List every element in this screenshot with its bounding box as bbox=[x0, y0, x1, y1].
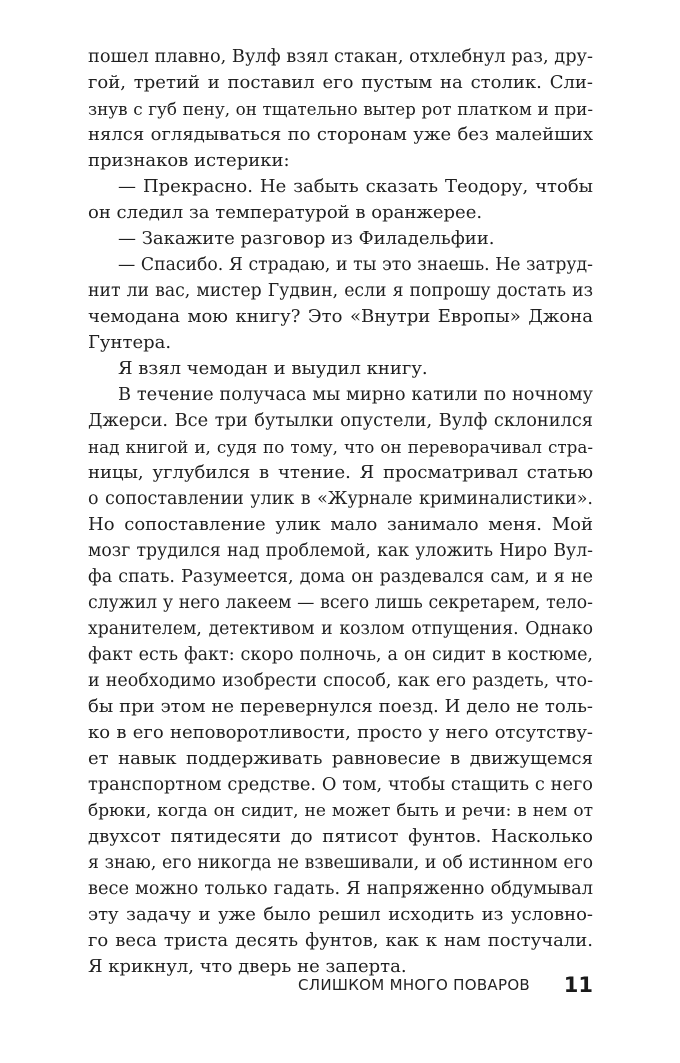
text-line bbox=[88, 798, 593, 824]
text-line-content: — Прекрасно. Не забыть сказать Теодору, чтобы bbox=[118, 176, 593, 197]
text-line bbox=[88, 486, 593, 512]
text-line bbox=[88, 642, 593, 668]
text-line bbox=[88, 304, 593, 330]
text-line-content: о сопоставлении улик в «Журнале криминалистики». bbox=[88, 489, 593, 509]
text-line-content: ницы, углубился в чтение. Я просматривал статью bbox=[88, 462, 593, 483]
text-line bbox=[88, 824, 593, 850]
text-line-content: нялся оглядываться по сторонам уже без малейших bbox=[88, 124, 593, 145]
text-line-content: мозг трудился над проблемой, как уложить Ниро Вул- bbox=[88, 541, 593, 561]
text-line bbox=[88, 564, 593, 590]
text-line bbox=[88, 226, 593, 252]
text-line bbox=[88, 746, 593, 772]
text-line bbox=[88, 720, 593, 746]
text-line-content: Я взял чемодан и выудил книгу. bbox=[118, 358, 428, 379]
text-line-content: ет навык поддерживать равновесие в движущемся bbox=[88, 748, 593, 769]
text-line bbox=[88, 174, 593, 200]
text-line-content: В течение получаса мы мирно катили по ночному bbox=[118, 385, 593, 405]
text-line-content: чемодана мою книгу? Это «Внутри Европы» Джона bbox=[88, 306, 593, 327]
text-line-content: признаков истерики: bbox=[88, 150, 290, 171]
text-line-content: и необходимо изобрести способ, как его раздеть, что- bbox=[88, 671, 593, 691]
text-line bbox=[88, 460, 593, 486]
text-line-content: — Закажите разговор из Филадельфии. bbox=[118, 228, 495, 249]
text-line-content: Джерси. Все три бутылки опустели, Вулф склонился bbox=[88, 411, 593, 431]
text-line-content: двухсот пятидесяти до пятисот фунтов. Насколько bbox=[88, 826, 593, 847]
text-line-content: знув с губ пену, он тщательно вытер рот платком и при- bbox=[88, 99, 593, 119]
text-line bbox=[88, 408, 593, 434]
text-line-content: брюки, когда он сидит, не может быть и речи: в нем от bbox=[88, 801, 593, 821]
text-line bbox=[88, 590, 593, 616]
page-number: 11 bbox=[563, 973, 593, 997]
book-page bbox=[88, 44, 593, 1054]
text-line bbox=[88, 356, 593, 382]
text-line bbox=[88, 772, 593, 798]
text-line-content: — Спасибо. Я страдаю, и ты это знаешь. Не затруд- bbox=[118, 255, 593, 275]
text-line bbox=[88, 928, 593, 954]
page-footer bbox=[298, 970, 593, 1000]
text-line-content: факт есть факт: скоро полночь, а он сидит в костюме, bbox=[88, 645, 593, 665]
text-line bbox=[88, 278, 593, 304]
text-line bbox=[88, 876, 593, 902]
text-line bbox=[88, 200, 593, 226]
text-line bbox=[88, 850, 593, 876]
text-line-content: он следил за температурой в оранжерее. bbox=[88, 202, 483, 223]
text-line-content: служил у него лакеем — всего лишь секретарем, тело- bbox=[88, 593, 593, 613]
text-line-content: нит ли вас, мистер Гудвин, если я попрошу достать из bbox=[88, 281, 593, 301]
text-line bbox=[88, 122, 593, 148]
text-line bbox=[88, 434, 593, 460]
text-line bbox=[88, 96, 593, 122]
text-line bbox=[88, 902, 593, 928]
text-line-content: эту задачу и уже было решил исходить из условно- bbox=[88, 904, 593, 925]
text-line-content: ко в его неповоротливости, просто у него отсутству- bbox=[88, 722, 593, 743]
text-line bbox=[88, 382, 593, 408]
text-line-content: го веса триста десять фунтов, как к нам постучали. bbox=[88, 930, 593, 951]
text-line-content: Гунтера. bbox=[88, 332, 172, 353]
running-title: СЛИШКОМ МНОГО ПОВАРОВ bbox=[298, 976, 531, 994]
text-line-content: фа спать. Разумеется, дома он раздевался сам, и я не bbox=[88, 567, 593, 587]
text-line-content: гой, третий и поставил его пустым на столик. Сли- bbox=[88, 72, 593, 93]
text-line-content: я знаю, его никогда не взвешивали, и об истинном его bbox=[88, 853, 593, 873]
text-line-content: пошел плавно, Вулф взял стакан, отхлебнул раз, дру- bbox=[88, 47, 593, 67]
text-line bbox=[88, 148, 593, 174]
text-line bbox=[88, 70, 593, 96]
text-line bbox=[88, 330, 593, 356]
text-line-content: Но сопоставление улик мало занимало меня. Мой bbox=[88, 514, 593, 535]
text-line bbox=[88, 44, 593, 70]
text-line-content: транспортном средстве. О том, чтобы стащить с него bbox=[88, 775, 593, 795]
text-line-content: хранителем, детективом и козлом отпущения. Однако bbox=[88, 619, 593, 639]
text-line bbox=[88, 538, 593, 564]
text-line bbox=[88, 512, 593, 538]
text-line-content: Я крикнул, что дверь не заперта. bbox=[88, 956, 407, 977]
text-line bbox=[88, 694, 593, 720]
text-line-content: над книгой и, судя по тому, что он переворачивал стра- bbox=[88, 437, 593, 457]
text-line bbox=[88, 668, 593, 694]
text-line-content: бы при этом не перевернулся поезд. И дело не толь- bbox=[88, 696, 593, 717]
text-line-content: весе можно только гадать. Я напряженно обдумывал bbox=[88, 879, 593, 899]
text-line bbox=[88, 616, 593, 642]
text-line bbox=[88, 252, 593, 278]
